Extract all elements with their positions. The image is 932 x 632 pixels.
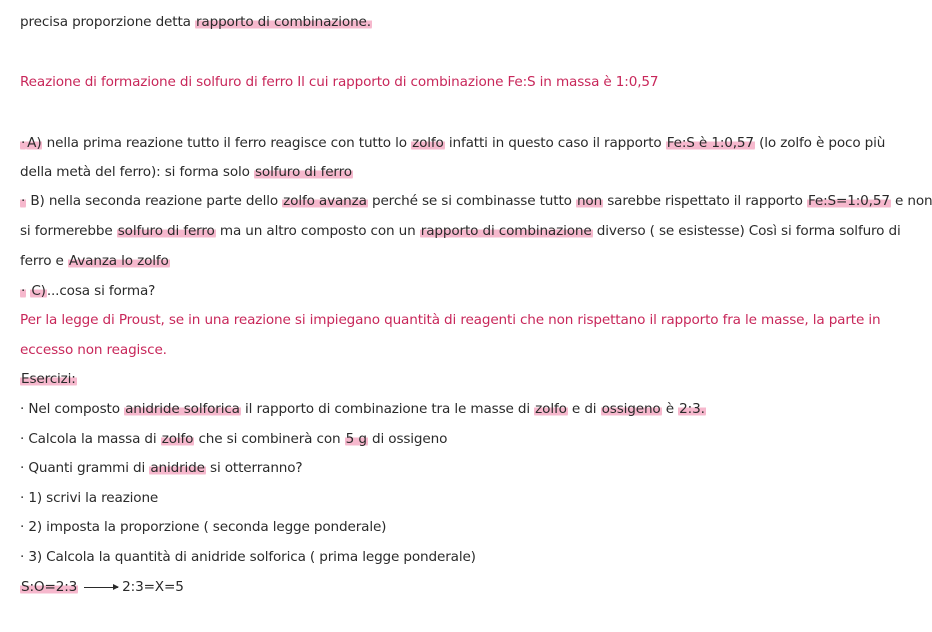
highlight-zolfo: zolfo — [412, 135, 444, 151]
highlight-s-o-ratio: S:O=2:3 — [21, 579, 78, 595]
esercizi-label: Esercizi: — [21, 371, 76, 387]
highlight-zolfo-ex1: zolfo — [535, 401, 567, 417]
bullet-ex2: · — [20, 431, 25, 447]
step-2-line — [20, 518, 808, 536]
point-b-text-1: B) nella seconda reazione parte dello — [26, 193, 283, 209]
step-1-line — [20, 489, 808, 507]
ex1-text-3: e di — [567, 401, 601, 417]
highlight-5g: 5 g — [345, 431, 367, 447]
point-a-line-1 — [20, 134, 886, 152]
ex3-text-1: Quanti grammi di — [24, 460, 150, 476]
proust-line-2: eccesso non reagisce. — [20, 342, 167, 358]
point-c-text: ...cosa si forma? — [46, 283, 156, 299]
highlight-non: non — [576, 193, 603, 209]
highlight-rapporto-combinazione: rapporto di combinazione. — [195, 14, 371, 30]
highlight-anidride-solforica: anidride solforica — [125, 401, 240, 417]
point-a-text-3: (lo zolfo è poco più — [754, 135, 886, 151]
point-b-text-4: e non — [890, 193, 932, 209]
calc-text: 2:3=X=5 — [122, 579, 184, 595]
point-b-line-3 — [20, 252, 808, 270]
bullet-step2: · — [20, 519, 25, 535]
point-b-text-5: si formerebbe — [20, 223, 117, 239]
highlight-ossigeno: ossigeno — [601, 401, 661, 417]
point-a-text-2: infatti in questo caso il rapporto — [444, 135, 666, 151]
bullet-step1: · — [20, 490, 25, 506]
proust-line-1: Per la legge di Proust, se in una reazione si impiegano quantità di reagenti che non rispettano il rapporto fra le masse, la parte in — [20, 312, 881, 328]
step-3-line — [20, 548, 808, 566]
step1-text: 1) scrivi la reazione — [24, 490, 159, 506]
highlight-zolfo-ex2: zolfo — [161, 431, 194, 447]
highlight-rapporto-combinazione-b: rapporto di combinazione — [420, 223, 592, 239]
point-b-text-2: perché se si combinasse tutto — [367, 193, 576, 209]
exercise-line-1 — [20, 400, 808, 418]
point-b-text-8: ferro e — [20, 253, 68, 269]
point-a-text-4: della metà del ferro): si forma solo — [20, 164, 254, 180]
ex1-text-4: è — [661, 401, 679, 417]
ex2-text-1: Calcola la massa di — [24, 431, 161, 447]
bullet-step3: · — [20, 549, 25, 565]
step3-text: 3) Calcola la quantità di anidride solforica ( prima legge ponderale) — [24, 549, 476, 565]
ex2-text-3: di ossigeno — [367, 431, 448, 447]
arrow-right-icon — [84, 587, 118, 588]
point-a-line-2 — [20, 163, 808, 181]
highlight-ratio-2-3: 2:3. — [679, 401, 705, 417]
point-b-line-2 — [20, 222, 901, 240]
highlight-ratio-b: Fe:S=1:0,57 — [807, 193, 890, 209]
intro-line — [20, 13, 808, 31]
point-b-line-1 — [20, 192, 932, 210]
ex1-text-2: il rapporto di combinazione tra le masse di — [240, 401, 535, 417]
bullet-ex3: · — [20, 460, 25, 476]
ex1-text-1: Nel composto — [24, 401, 125, 417]
point-a-text-1: nella prima reazione tutto il ferro reagisce con tutto lo — [42, 135, 412, 151]
bullet-b: · — [21, 193, 26, 209]
point-b-text-3: sarebbe rispettato il rapporto — [603, 193, 807, 209]
exercise-line-3 — [20, 459, 808, 477]
step2-text: 2) imposta la proporzione ( seconda legge ponderale) — [24, 519, 387, 535]
ex3-text-2: si otterranno? — [205, 460, 303, 476]
esercizi-heading — [20, 370, 808, 388]
bullet-c: · — [21, 283, 26, 299]
label-a: A) — [27, 135, 42, 151]
exercise-line-2 — [20, 430, 808, 448]
bullet-a: · — [21, 135, 26, 151]
highlight-solfuro-di-ferro-b: solfuro di ferro — [117, 223, 215, 239]
point-b-text-6: ma un altro composto con un — [215, 223, 420, 239]
calculation-line — [20, 578, 808, 596]
reaction-title: Reazione di formazione di solfuro di ferro Il cui rapporto di combinazione Fe:S in massa è 1:0,57 — [20, 74, 659, 90]
point-b-text-7: diverso ( se esistesse) Così si forma solfuro di — [592, 223, 901, 239]
label-c: C) — [31, 283, 46, 299]
highlight-ratio: Fe:S è 1:0,57 — [666, 135, 754, 151]
intro-text: precisa proporzione detta — [20, 14, 195, 30]
ex2-text-2: che si combinerà con — [194, 431, 345, 447]
bullet-ex1: · — [20, 401, 25, 417]
highlight-zolfo-avanza: zolfo avanza — [283, 193, 367, 209]
highlight-solfuro-di-ferro: solfuro di ferro — [254, 164, 352, 180]
point-c-line — [20, 282, 808, 300]
highlight-avanza-lo-zolfo: Avanza lo zolfo — [68, 253, 169, 269]
highlight-anidride: anidride — [150, 460, 205, 476]
